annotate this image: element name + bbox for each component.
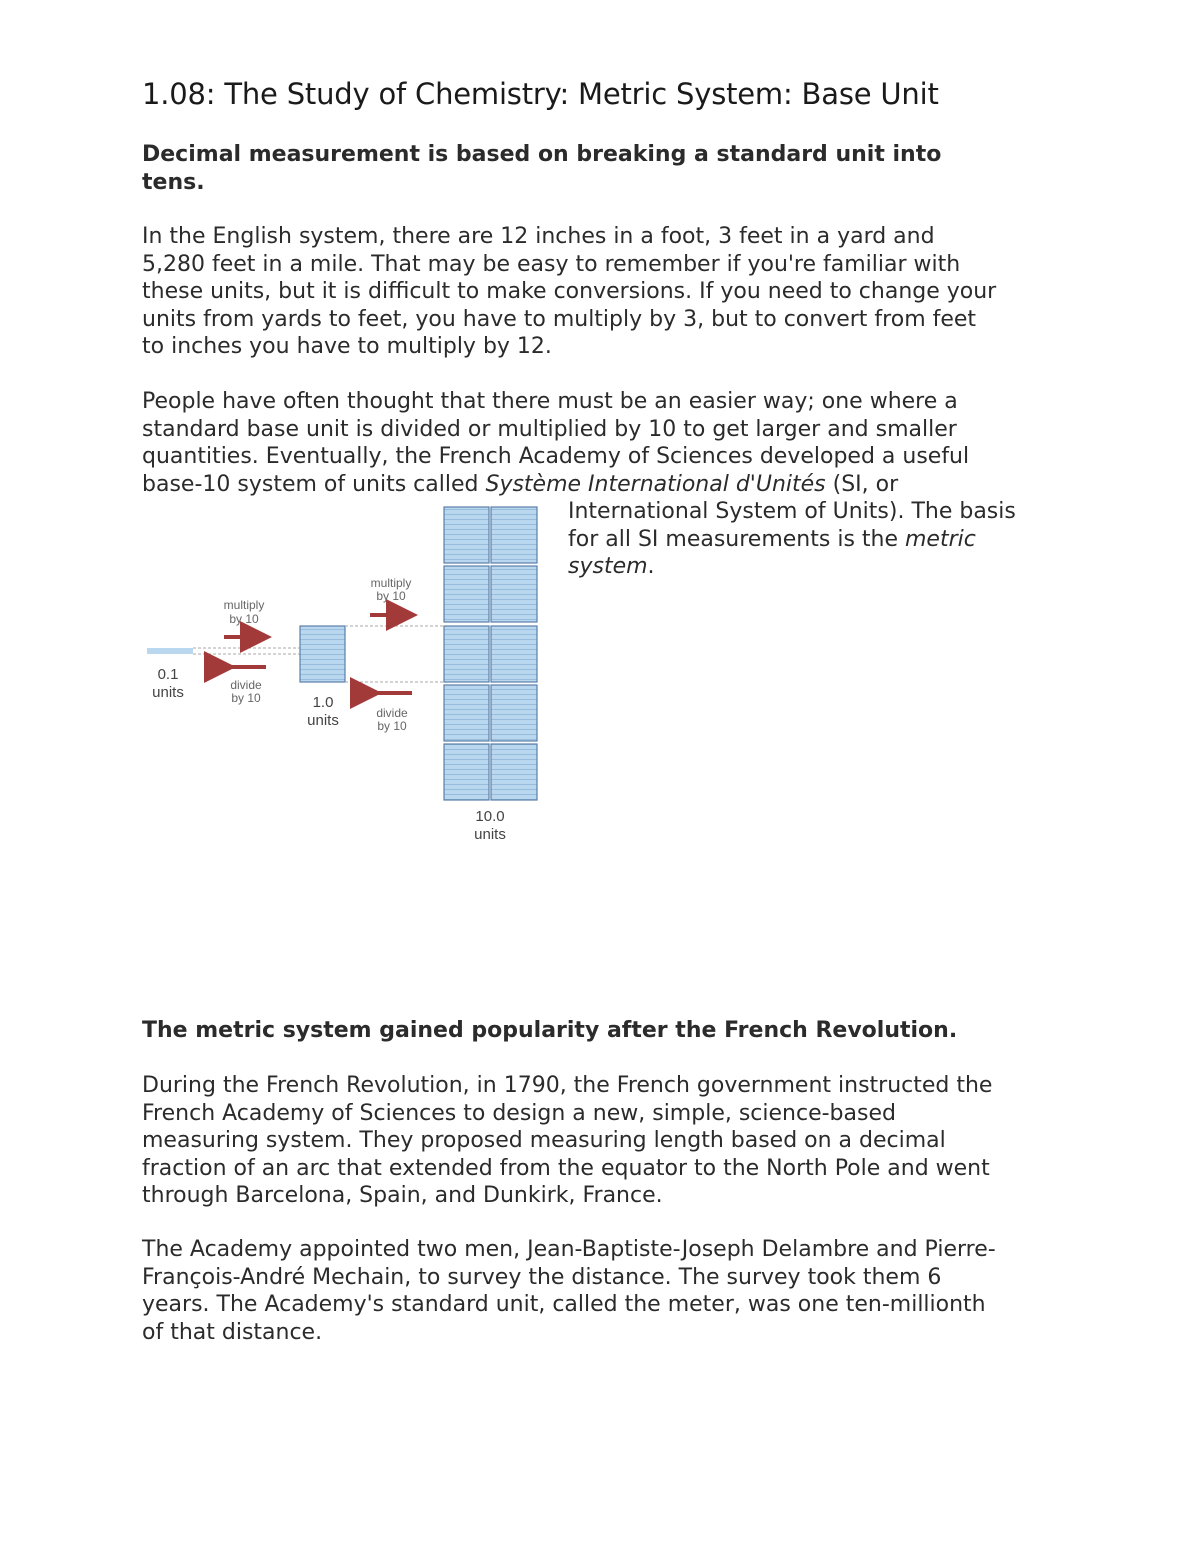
text-line: French Academy of Sciences to design a new, simple, science-based [142,1100,896,1126]
unit-cell [444,685,489,741]
page-title: 1.08: The Study of Chemistry: Metric System: Base Unit [142,77,939,111]
text-segment: for all SI measurements is the [568,526,905,552]
ten-unit-label: units [474,826,506,843]
multiply-label-left: by 10 [229,612,259,626]
metric-term: metric [905,526,976,552]
divide-label-left: divide [230,678,262,692]
text-line: to inches you have to multiply by 12. [142,334,552,359]
text-line [142,471,1072,499]
unit-cell [444,507,489,563]
section2-paragraph-1 [142,1072,1072,1210]
si-term: Système International d'Unités [485,471,826,497]
text-line [568,526,1068,554]
multiply-label-right: by 10 [376,589,406,603]
section1-heading-line: tens. [142,169,205,195]
unit-cell [491,744,537,800]
divide-label-right: divide [376,706,408,720]
tenth-unit-label: 0.1 [157,666,179,683]
text-line: In the English system, there are 12 inches in a foot, 3 feet in a yard and [142,224,935,249]
metric-term: system [568,554,648,579]
section2-heading [142,1017,1042,1045]
text-segment: . [647,554,655,579]
unit-cell [491,507,537,563]
section2-paragraph-2 [142,1236,1072,1346]
multiply-label-left: multiply [223,598,265,612]
unit-cell [491,685,537,741]
text-line: measuring system. They proposed measuring length based on a decimal [142,1128,946,1153]
text-line: of that distance. [142,1319,323,1345]
text-line: fraction of an arc that extended from the equator to the North Pole and went [142,1155,990,1181]
tenth-unit-label: units [152,684,184,701]
text-line: quantities. Eventually, the French Academy of Sciences developed a useful [142,444,970,469]
text-segment: (SI, or [825,471,899,497]
one-unit-label: 1.0 [312,694,334,711]
section1-paragraph-2-wrap [568,498,1068,581]
text-line: François-André Mechain, to survey the distance. The survey took them 6 [142,1264,942,1290]
text-line: these units, but it is difficult to make conversions. If you need to change your [142,279,997,304]
unit-cell [491,566,537,622]
one-unit-block [300,626,345,682]
unit-cell [444,744,489,800]
text-line: standard base unit is divided or multiplied by 10 to get larger and smaller [142,416,957,442]
section1-paragraph-2 [142,388,1072,498]
unit-cell [444,566,489,622]
text-line: units from yards to feet, you have to multiply by 3, but to convert from feet [142,306,977,332]
section1-heading [142,141,1042,196]
text-line: The Academy appointed two men, Jean-Baptiste-Joseph Delambre and Pierre- [142,1237,996,1262]
section1-paragraph-1 [142,223,1072,361]
tenth-unit-block [147,648,193,654]
one-unit-label: units [307,712,339,729]
text-line: During the French Revolution, in 1790, the French government instructed the [142,1073,993,1098]
text-line: years. The Academy's standard unit, called the meter, was one ten-millionth [142,1292,986,1317]
ten-unit-label: 10.0 [475,808,505,825]
text-line: People have often thought that there must be an easier way; one where a [142,389,958,414]
metric-units-diagram [140,500,560,860]
text-line: International System of Units). The basis [568,499,1016,524]
unit-cell [444,626,489,682]
text-segment: base-10 system of units called [142,471,486,497]
unit-cell [491,626,537,682]
section2-heading-line: The metric system gained popularity after the French Revolution. [142,1018,958,1043]
divide-label-left: by 10 [231,691,261,705]
text-line: through Barcelona, Spain, and Dunkirk, France. [142,1183,663,1208]
multiply-label-right: multiply [370,576,412,590]
divide-label-right: by 10 [377,719,407,733]
text-line: 5,280 feet in a mile. That may be easy to remember if you're familiar with [142,251,961,277]
section1-heading-line: Decimal measurement is based on breaking a standard unit into [142,142,942,167]
ten-unit-block [444,507,537,800]
text-line [568,553,1068,581]
